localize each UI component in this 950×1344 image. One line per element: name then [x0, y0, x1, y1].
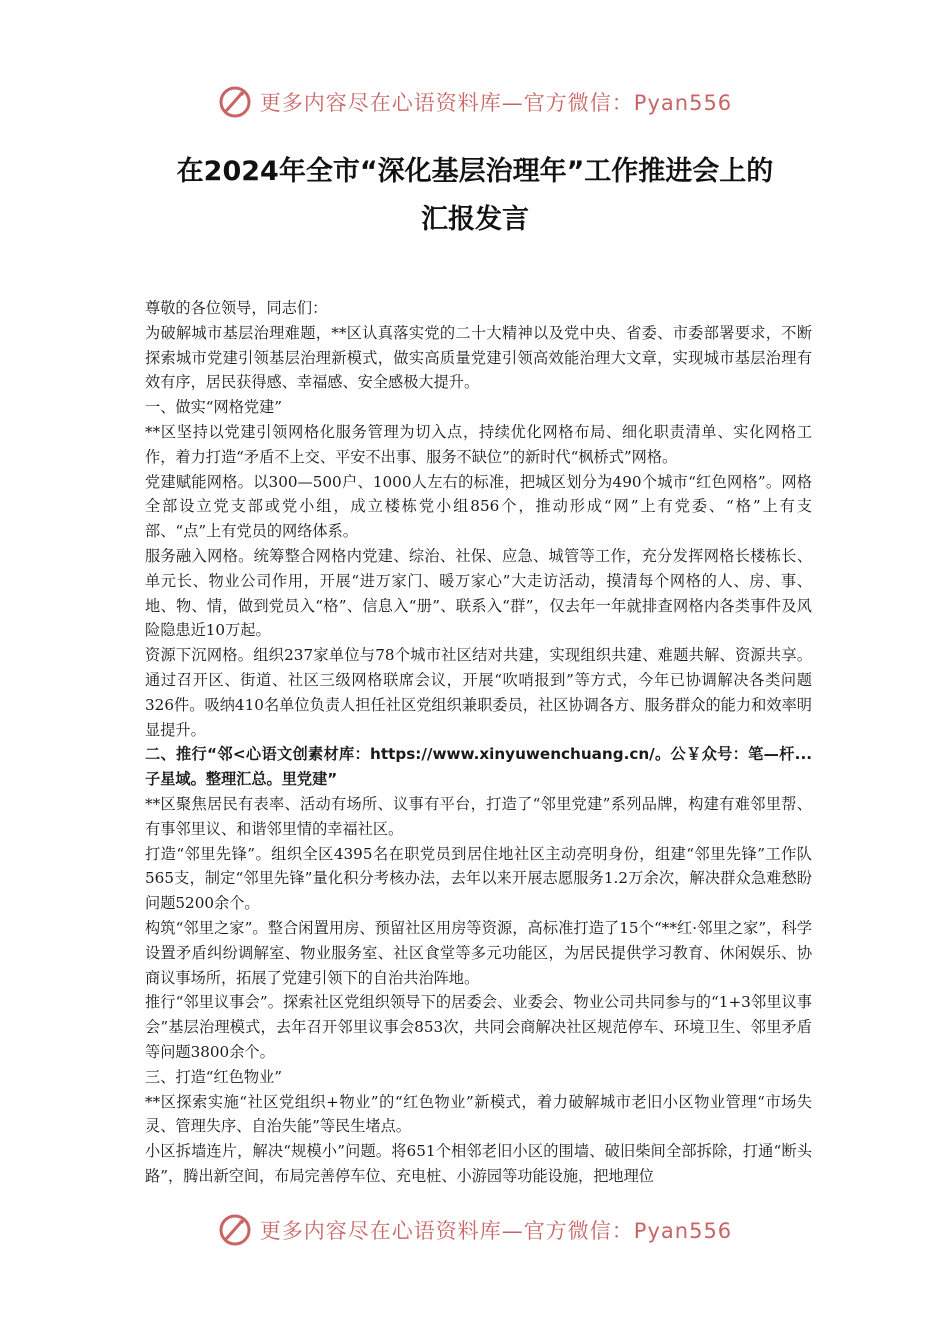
- logo-icon: [218, 1213, 252, 1247]
- page-title: [100, 148, 850, 244]
- salutation: 尊敬的各位领导，同志们：: [145, 299, 328, 317]
- paragraph: 小区拆墙连片，解决“规模小”问题。将651个相邻老旧小区的围墙、破旧柴间全部拆除，打通“断头路”，腾出新空间，布局完善停车位、充电桩、小游园等功能设施，把地理位: [145, 1142, 812, 1185]
- title-line-2: 汇报发言: [421, 204, 529, 235]
- section-heading: 二、推行“邻<心语文创素材库：https://www.xinyuwenchuang.cn/。公￥众号：笔—杆...子星域。整理汇总。里党建”: [145, 745, 812, 789]
- paragraph: 推行“邻里议事会”。探索社区党组织领导下的居委会、业委会、物业公司共同参与的“1+3邻里议事会”基层治理模式，去年召开邻里议事会853次，共同会商解决社区规范停车、环境卫生、邻里矛盾等问题3800余个。: [145, 993, 812, 1061]
- paragraph: 服务融入网格。统筹整合网格内党建、综治、社保、应急、城管等工作，充分发挥网格长楼栋长、单元长、物业公司作用，开展“进万家门、暖万家心”大走访活动，摸清每个网格的人、房、事、地、物、情，做到党员入“格”、信息入“册”、联系入“群”，仅去年一年就排查网格内各类事件及风险隐患近10万起。: [145, 546, 812, 640]
- paragraph: 党建赋能网格。以300—500户、1000人左右的标准，把城区划分为490个城市“红色网格”。网格全部设立党支部或党小组，成立楼栋党小组856个，推动形成“网”上有党委、“格”上有支部、“点”上有党员的网络体系。: [145, 472, 812, 541]
- title-line-1: 在2024年全市“深化基层治理年”工作推进会上的: [176, 156, 774, 187]
- watermark-text: 更多内容尽在心语资料库—官方微信：Pyan556: [259, 1219, 733, 1243]
- watermark-banner-bottom: [0, 1206, 950, 1254]
- paragraph: 为破解城市基层治理难题，**区认真落实党的二十大精神以及党中央、省委、市委部署要求，不断探索城市党建引领基层治理新模式，做实高质量党建引领高效能治理大文章，实现城市基层治理有效有序，居民获得感、幸福感、安全感极大提升。: [145, 323, 812, 392]
- paragraph: **区探索实施“社区党组织+物业”的“红色物业”新模式，着力破解城市老旧小区物业管理“市场失灵、管理失序、自治失能”等民生堵点。: [145, 1092, 812, 1136]
- paragraph: 资源下沉网格。组织237家单位与78个城市社区结对共建，实现组织共建、难题共解、资源共享。通过召开区、街道、社区三级网格联席会议，开展“吹哨报到”等方式，今年已协调解决各类问题326件。吸纳410名单位负责人担任社区党组织兼职委员，社区协调各方、服务群众的能力和效率明显提升。: [145, 646, 812, 739]
- logo-icon: [218, 85, 252, 119]
- document-body: [145, 296, 812, 1189]
- paragraph: **区聚焦居民有表率、活动有场所、议事有平台，打造了“邻里党建”系列品牌，构建有难邻里帮、有事邻里议、和谐邻里情的幸福社区。: [145, 794, 812, 838]
- watermark-text: 更多内容尽在心语资料库—官方微信：Pyan556: [259, 91, 733, 115]
- section-heading: 一、做实“网格党建”: [145, 398, 283, 417]
- paragraph: 打造“邻里先锋”。组织全区4395名在职党员到居住地社区主动亮明身份，组建“邻里先锋”工作队565支，制定“邻里先锋”量化积分考核办法，去年以来开展志愿服务1.2万余次，解决群众急难愁盼问题5200余个。: [145, 844, 812, 913]
- paragraph: **区坚持以党建引领网格化服务管理为切入点，持续优化网格布局、细化职责清单、实化网格工作，着力打造“矛盾不上交、平安不出事、服务不缺位”的新时代“枫桥式”网格。: [145, 422, 812, 466]
- paragraph: 构筑“邻里之家”。整合闲置用房、预留社区用房等资源，高标准打造了15个“**红·邻里之家”，科学设置矛盾纠纷调解室、物业服务室、社区食堂等多元功能区，为居民提供学习教育、休闲娱乐、协商议事场所，拓展了党建引领下的自治共治阵地。: [145, 918, 812, 987]
- section-heading: 三、打造“红色物业”: [145, 1067, 283, 1086]
- watermark-banner-top: [0, 78, 950, 126]
